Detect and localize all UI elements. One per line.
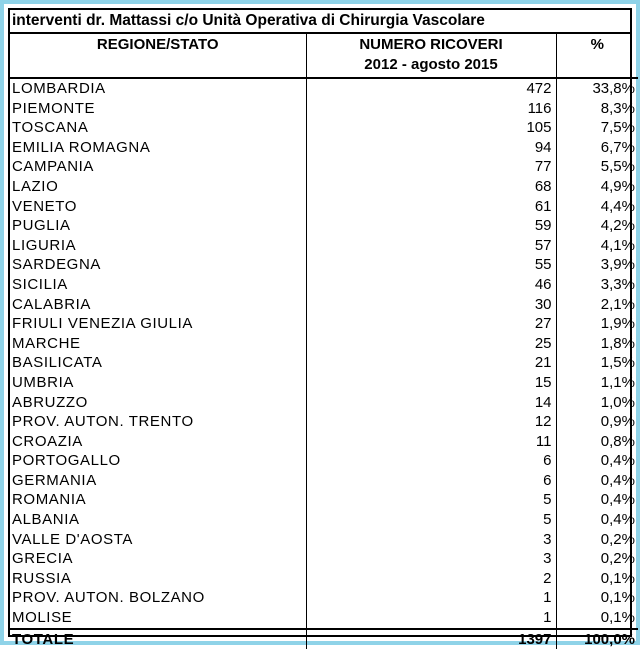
count-cell: 14 (306, 393, 556, 413)
percent-cell: 0,1% (600, 569, 635, 587)
header-count-line2: 2012 - agosto 2015 (364, 56, 498, 73)
count-cell: 116 (306, 99, 556, 119)
region-cell: EMILIA ROMAGNA (10, 138, 306, 158)
table-row (10, 353, 638, 373)
region-cell: SICILIA (10, 275, 306, 295)
percent-cell: 3,9% (600, 256, 635, 274)
table-row (10, 549, 638, 569)
total-row (10, 629, 638, 649)
region-cell: CALABRIA (10, 295, 306, 315)
table-row (10, 608, 638, 629)
table-row (10, 588, 638, 608)
percent-cell: 1,0% (600, 393, 635, 411)
count-cell: 61 (306, 197, 556, 217)
count-cell: 77 (306, 157, 556, 177)
table-row (10, 490, 638, 510)
region-cell: PIEMONTE (10, 99, 306, 119)
percent-cell: 6,7% (600, 138, 635, 156)
percent-cell: 0,1% (600, 609, 635, 627)
count-cell: 27 (306, 314, 556, 334)
count-cell: 3 (306, 530, 556, 550)
count-cell: 25 (306, 334, 556, 354)
table-row (10, 334, 638, 354)
table-row (10, 216, 638, 236)
count-cell: 472 (306, 78, 556, 99)
region-cell: GERMANIA (10, 471, 306, 491)
table-row (10, 314, 638, 334)
table-row (10, 412, 638, 432)
region-cell: TOSCANA (10, 118, 306, 138)
percent-cell: 4,1% (600, 236, 635, 254)
count-cell: 55 (306, 255, 556, 275)
region-cell: PROV. AUTON. TRENTO (10, 412, 306, 432)
percent-cell: 4,9% (600, 177, 635, 195)
count-cell: 12 (306, 412, 556, 432)
table-container (8, 8, 635, 648)
table-row (10, 471, 638, 491)
table-row (10, 197, 638, 217)
table-title: interventi dr. Mattassi c/o Unità Operativa di Chirurgia Vascolare (10, 10, 630, 34)
table-row (10, 177, 638, 197)
table-row (10, 295, 638, 315)
percent-cell: 0,9% (600, 413, 635, 431)
count-cell: 21 (306, 353, 556, 373)
percent-cell: 1,5% (600, 354, 635, 372)
count-cell: 94 (306, 138, 556, 158)
count-cell: 57 (306, 236, 556, 256)
count-cell: 5 (306, 490, 556, 510)
table-row (10, 99, 638, 119)
region-cell: PROV. AUTON. BOLZANO (10, 588, 306, 608)
region-cell: ABRUZZO (10, 393, 306, 413)
header-count-line1: NUMERO RICOVERI (359, 36, 503, 53)
count-cell: 6 (306, 471, 556, 491)
count-cell: 2 (306, 569, 556, 589)
percent-cell: 0,4% (600, 452, 635, 470)
percent-cell: 0,8% (600, 432, 635, 450)
count-cell: 30 (306, 295, 556, 315)
count-cell: 5 (306, 510, 556, 530)
table-row (10, 432, 638, 452)
region-cell: GRECIA (10, 549, 306, 569)
table-row (10, 275, 638, 295)
percent-cell: 1,1% (600, 373, 635, 391)
percent-cell: 5,5% (600, 158, 635, 176)
region-cell: MOLISE (10, 608, 306, 629)
hospitalization-table (10, 34, 638, 649)
count-cell: 15 (306, 373, 556, 393)
region-cell: RUSSIA (10, 569, 306, 589)
count-cell: 11 (306, 432, 556, 452)
count-cell: 59 (306, 216, 556, 236)
percent-cell: 0,1% (600, 589, 635, 607)
count-cell: 46 (306, 275, 556, 295)
percent-cell: 7,5% (600, 119, 635, 137)
percent-cell: 33,8% (592, 80, 635, 97)
table-row (10, 236, 638, 256)
region-cell: PUGLIA (10, 216, 306, 236)
percent-cell: 4,2% (600, 217, 635, 235)
header-row (10, 34, 638, 78)
table-row (10, 373, 638, 393)
region-cell: ALBANIA (10, 510, 306, 530)
table-body (10, 78, 638, 629)
region-cell: LOMBARDIA (10, 78, 306, 99)
region-cell: CAMPANIA (10, 157, 306, 177)
count-cell: 6 (306, 451, 556, 471)
table-row (10, 78, 638, 99)
percent-cell: 2,1% (600, 295, 635, 313)
percent-cell: 1,8% (600, 334, 635, 352)
percent-cell: 8,3% (600, 99, 635, 117)
region-cell: LAZIO (10, 177, 306, 197)
region-cell: VALLE D'AOSTA (10, 530, 306, 550)
region-cell: BASILICATA (10, 353, 306, 373)
table-row (10, 451, 638, 471)
percent-cell: 0,2% (600, 550, 635, 568)
table-row (10, 138, 638, 158)
table-row (10, 393, 638, 413)
region-cell: UMBRIA (10, 373, 306, 393)
percent-cell: 3,3% (600, 275, 635, 293)
total-count: 1397 (306, 629, 556, 649)
percent-cell: 4,4% (600, 197, 635, 215)
header-percent: % (556, 34, 638, 78)
table-row (10, 569, 638, 589)
count-cell: 1 (306, 608, 556, 629)
region-cell: PORTOGALLO (10, 451, 306, 471)
count-cell: 1 (306, 588, 556, 608)
table-row (10, 255, 638, 275)
region-cell: VENETO (10, 197, 306, 217)
percent-cell: 0,4% (600, 471, 635, 489)
region-cell: LIGURIA (10, 236, 306, 256)
region-cell: ROMANIA (10, 490, 306, 510)
percent-cell: 0,2% (600, 530, 635, 548)
count-cell: 105 (306, 118, 556, 138)
total-percent: 100,0% (556, 629, 638, 649)
region-cell: FRIULI VENEZIA GIULIA (10, 314, 306, 334)
table-row (10, 157, 638, 177)
total-label: TOTALE (10, 629, 306, 649)
region-cell: MARCHE (10, 334, 306, 354)
percent-cell: 0,4% (600, 491, 635, 509)
region-cell: SARDEGNA (10, 255, 306, 275)
table-row (10, 530, 638, 550)
header-count (306, 34, 556, 78)
count-cell: 68 (306, 177, 556, 197)
header-region: REGIONE/STATO (10, 34, 306, 78)
table-row (10, 510, 638, 530)
percent-cell: 1,9% (600, 315, 635, 333)
percent-cell: 0,4% (600, 511, 635, 529)
table-row (10, 118, 638, 138)
region-cell: CROAZIA (10, 432, 306, 452)
count-cell: 3 (306, 549, 556, 569)
